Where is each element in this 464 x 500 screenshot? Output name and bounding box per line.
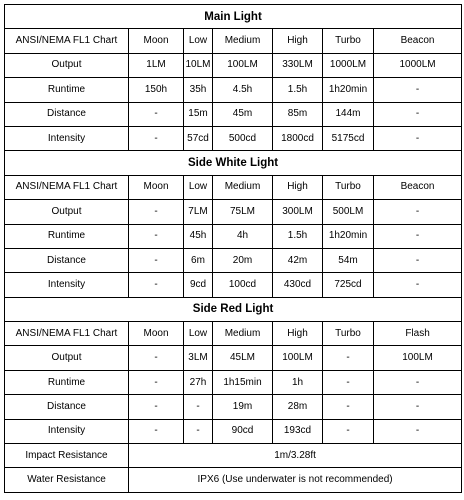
table-cell: 1h20min — [323, 78, 374, 102]
table-cell: 10LM — [184, 53, 213, 77]
table-cell: 725cd — [323, 273, 374, 297]
section-title-row — [5, 297, 462, 321]
table-cell: 28m — [273, 395, 323, 419]
section-title-row — [5, 151, 462, 175]
table-cell: - — [323, 346, 374, 370]
table-cell: - — [129, 224, 184, 248]
section-title: Side White Light — [5, 151, 462, 175]
table-cell: 1h — [273, 370, 323, 394]
table-cell: 100LM — [273, 346, 323, 370]
row-label: Intensity — [5, 419, 129, 443]
table-cell: - — [374, 126, 462, 150]
table-cell: 330LM — [273, 53, 323, 77]
table-cell: 6m — [184, 248, 213, 272]
column-header: Turbo — [323, 322, 374, 346]
column-header: High — [273, 175, 323, 199]
table-cell: 1000LM — [374, 53, 462, 77]
column-header: ANSI/NEMA FL1 Chart — [5, 175, 129, 199]
table-cell: 1h15min — [213, 370, 273, 394]
column-header: Medium — [213, 175, 273, 199]
row-label: Distance — [5, 102, 129, 126]
table-cell: 100LM — [213, 53, 273, 77]
table-cell: 144m — [323, 102, 374, 126]
table-cell: - — [129, 419, 184, 443]
table-cell: 75LM — [213, 200, 273, 224]
column-header: ANSI/NEMA FL1 Chart — [5, 29, 129, 53]
table-row — [5, 395, 462, 419]
table-cell: - — [323, 419, 374, 443]
footer-value: IPX6 (Use underwater is not recommended) — [129, 468, 462, 492]
column-header: Low — [184, 29, 213, 53]
section-title-row — [5, 5, 462, 29]
table-row — [5, 370, 462, 394]
table-row — [5, 53, 462, 77]
column-header: ANSI/NEMA FL1 Chart — [5, 322, 129, 346]
table-cell: 1.5h — [273, 224, 323, 248]
row-label: Output — [5, 200, 129, 224]
table-cell: - — [129, 126, 184, 150]
table-cell: - — [129, 102, 184, 126]
table-cell: 35h — [184, 78, 213, 102]
table-cell: - — [374, 224, 462, 248]
table-cell: 45LM — [213, 346, 273, 370]
row-label: Runtime — [5, 224, 129, 248]
row-label: Output — [5, 53, 129, 77]
table-cell: 1.5h — [273, 78, 323, 102]
table-cell: 100cd — [213, 273, 273, 297]
table-cell: 1LM — [129, 53, 184, 77]
table-cell: 42m — [273, 248, 323, 272]
column-header: Moon — [129, 322, 184, 346]
table-cell: 100LM — [374, 346, 462, 370]
column-header: Turbo — [323, 175, 374, 199]
table-cell: - — [374, 200, 462, 224]
column-header: Medium — [213, 29, 273, 53]
table-cell: 500LM — [323, 200, 374, 224]
row-label: Distance — [5, 248, 129, 272]
table-cell: - — [129, 248, 184, 272]
table-cell: - — [323, 395, 374, 419]
table-cell: 500cd — [213, 126, 273, 150]
column-header-row — [5, 322, 462, 346]
table-cell: 4h — [213, 224, 273, 248]
column-header: Turbo — [323, 29, 374, 53]
table-cell: - — [129, 200, 184, 224]
table-cell: 7LM — [184, 200, 213, 224]
table-cell: 19m — [213, 395, 273, 419]
table-cell: 430cd — [273, 273, 323, 297]
table-cell: 1000LM — [323, 53, 374, 77]
table-cell: 4.5h — [213, 78, 273, 102]
table-cell: 90cd — [213, 419, 273, 443]
row-label: Intensity — [5, 273, 129, 297]
section-title: Main Light — [5, 5, 462, 29]
row-label: Output — [5, 346, 129, 370]
table-row — [5, 200, 462, 224]
table-cell: 85m — [273, 102, 323, 126]
column-header: Flash — [374, 322, 462, 346]
table-cell: - — [374, 78, 462, 102]
table-cell: 27h — [184, 370, 213, 394]
table-cell: 300LM — [273, 200, 323, 224]
table-cell: - — [129, 370, 184, 394]
column-header: Medium — [213, 322, 273, 346]
table-cell: - — [374, 273, 462, 297]
table-row — [5, 224, 462, 248]
column-header: Low — [184, 175, 213, 199]
column-header: Beacon — [374, 175, 462, 199]
table-cell: 1800cd — [273, 126, 323, 150]
footer-row — [5, 444, 462, 468]
table-cell: 20m — [213, 248, 273, 272]
table-cell: 3LM — [184, 346, 213, 370]
table-cell: 193cd — [273, 419, 323, 443]
table-row — [5, 126, 462, 150]
table-row — [5, 78, 462, 102]
table-cell: - — [129, 273, 184, 297]
row-label: Runtime — [5, 78, 129, 102]
footer-value: 1m/3.28ft — [129, 444, 462, 468]
table-row — [5, 248, 462, 272]
table-cell: - — [374, 419, 462, 443]
table-cell: 57cd — [184, 126, 213, 150]
table-cell: - — [323, 370, 374, 394]
table-cell: 1h20min — [323, 224, 374, 248]
table-cell: 9cd — [184, 273, 213, 297]
table-cell: 45h — [184, 224, 213, 248]
table-row — [5, 273, 462, 297]
footer-row — [5, 468, 462, 492]
table-row — [5, 419, 462, 443]
column-header-row — [5, 175, 462, 199]
footer-label: Water Resistance — [5, 468, 129, 492]
row-label: Distance — [5, 395, 129, 419]
column-header: High — [273, 29, 323, 53]
table-cell: 5175cd — [323, 126, 374, 150]
section-title: Side Red Light — [5, 297, 462, 321]
flashlight-spec-table — [4, 4, 462, 493]
table-cell: - — [374, 102, 462, 126]
footer-label: Impact Resistance — [5, 444, 129, 468]
table-cell: - — [129, 346, 184, 370]
row-label: Intensity — [5, 126, 129, 150]
column-header: High — [273, 322, 323, 346]
column-header-row — [5, 29, 462, 53]
table-cell: - — [184, 395, 213, 419]
table-row — [5, 102, 462, 126]
table-cell: - — [374, 395, 462, 419]
table-cell: - — [184, 419, 213, 443]
column-header: Low — [184, 322, 213, 346]
table-cell: 150h — [129, 78, 184, 102]
table-cell: - — [129, 395, 184, 419]
row-label: Runtime — [5, 370, 129, 394]
table-row — [5, 346, 462, 370]
table-cell: - — [374, 370, 462, 394]
table-cell: - — [374, 248, 462, 272]
table-cell: 45m — [213, 102, 273, 126]
column-header: Moon — [129, 29, 184, 53]
column-header: Moon — [129, 175, 184, 199]
table-cell: 54m — [323, 248, 374, 272]
table-cell: 15m — [184, 102, 213, 126]
column-header: Beacon — [374, 29, 462, 53]
